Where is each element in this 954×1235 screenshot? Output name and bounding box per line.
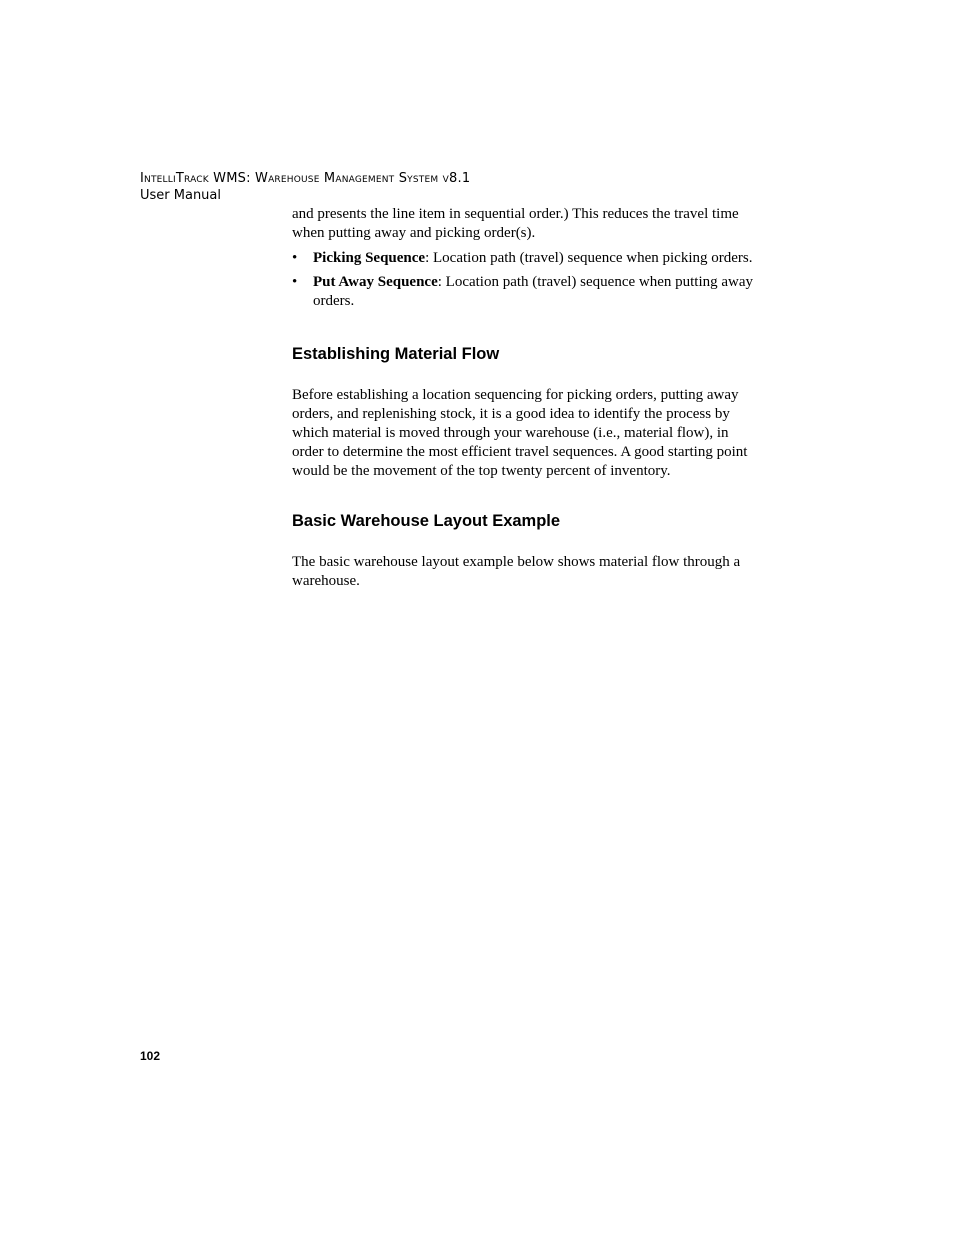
- material-flow-paragraph: Before establishing a location sequencing for picking orders, putting away orders, and replenishing stock, it is a good idea to identify the process by which material is moved through your warehouse (i.e., material flow), in order to determine the most efficient travel sequences. A good starting point would be the movement of the top twenty percent of inventory.: [292, 387, 748, 479]
- list-item-term: Picking Sequence: [313, 250, 426, 266]
- section-heading-material-flow: Establishing Material Flow: [292, 345, 500, 363]
- list-item: [292, 273, 762, 311]
- list-item-text: : Location path (travel) sequence when putting away orders.: [313, 274, 754, 309]
- layout-example-paragraph: The basic warehouse layout example below shows material flow through a warehouse.: [292, 554, 741, 589]
- bullet-icon: •: [292, 250, 298, 266]
- document-subtitle: User Manual: [140, 188, 222, 203]
- sequence-list: [292, 249, 762, 311]
- list-item: [292, 249, 762, 268]
- intro-paragraph: and presents the line item in sequential order.) This reduces the travel time when putting away and picking order(s).: [292, 206, 739, 241]
- document-title: IntelliTrack WMS: Warehouse Management System v8.1: [140, 171, 471, 186]
- section-heading-layout-example: Basic Warehouse Layout Example: [292, 512, 561, 530]
- main-content: [292, 205, 762, 591]
- list-item-term: Put Away Sequence: [313, 274, 438, 290]
- bullet-icon: •: [292, 274, 298, 290]
- list-item-text: : Location path (travel) sequence when picking orders.: [425, 250, 753, 266]
- page-number: 102: [140, 1049, 161, 1063]
- running-header: [140, 170, 470, 204]
